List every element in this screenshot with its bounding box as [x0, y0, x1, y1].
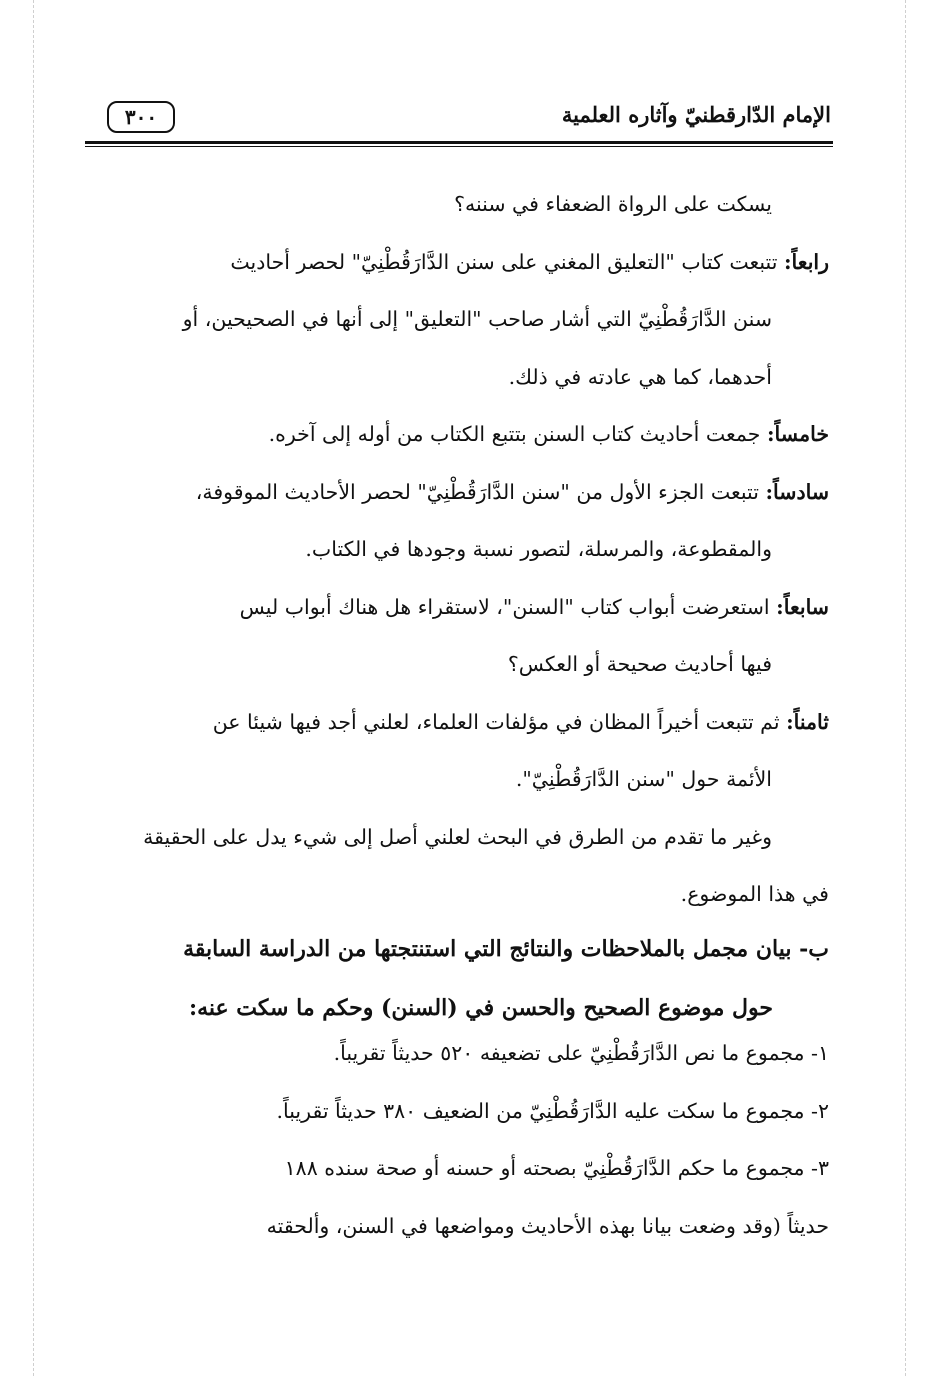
scan-margin-right: [905, 0, 906, 1376]
paragraph-label: سابعاً:: [776, 594, 829, 619]
findings-list: [86, 1025, 829, 1255]
body-line: استعرضت أبواب كتاب "السنن"، لاستقراء هل هناك أبواب ليس: [239, 594, 770, 619]
paragraph-label: سادساً:: [765, 479, 829, 504]
list-item: ٣- مجموع ما حكم الدَّارَقُطْنِيّ بصحته أو حسنه أو صحة سنده ١٨٨: [284, 1156, 829, 1180]
scan-margin-left: [33, 0, 34, 1376]
section-heading-line: ب- بيان مجمل بالملاحظات والنتائج التي استنتجتها من الدراسة السابقة: [183, 936, 829, 962]
section-heading-line: حول موضوع الصحيح والحسن في (السنن) وحكم ما سكت عنه:: [188, 995, 773, 1021]
body-line: في هذا الموضوع.: [680, 882, 829, 906]
body-text: [86, 176, 829, 924]
header-rule: [85, 141, 833, 147]
paragraph-eighth: [86, 694, 829, 752]
list-item: ٢- مجموع ما سكت عليه الدَّارَقُطْنِيّ من الضعيف ٣٨٠ حديثاً تقريباً.: [276, 1098, 829, 1123]
paragraph-label: خامساً:: [766, 422, 829, 446]
page-number: ٣٠٠: [107, 101, 175, 133]
paragraph-label: رابعاً:: [783, 249, 829, 274]
body-line: تتبعت الجزء الأول من "سنن الدَّارَقُطْنِيّ" لحصر الأحاديث الموقوفة،: [195, 479, 759, 504]
body-line: فيها أحاديث صحيحة أو العكس؟: [507, 652, 772, 676]
list-item-continuation: حديثاً (وقد وضعت بيانا بهذه الأحاديث ومواضعها في السنن، وألحقته: [266, 1213, 829, 1238]
body-line: أحدهما، كما هي عادته في ذلك.: [508, 364, 772, 389]
paragraph-fourth: [86, 234, 829, 292]
paragraph-fifth: [86, 406, 829, 464]
body-line: سنن الدَّارَقُطْنِيّ التي أشار صاحب "التعليق" إلى أنها في الصحيحين، أو: [182, 307, 772, 331]
body-line: الأئمة حول "سنن الدَّارَقُطْنِيّ".: [515, 767, 772, 791]
body-line: جمعت أحاديث كتاب السنن بتتبع الكتاب من أوله إلى آخره.: [268, 422, 761, 446]
section-heading: [86, 920, 829, 1038]
paragraph-label: ثامناً:: [786, 709, 829, 734]
body-line: يسكت على الرواة الضعفاء في سننه؟: [454, 192, 772, 216]
paragraph-seventh: [86, 579, 829, 637]
body-line: والمقطوعة، والمرسلة، لتصور نسبة وجودها في الكتاب.: [305, 537, 772, 561]
body-line: ثم تتبعت أخيراً المظان في مؤلفات العلماء، لعلني أجد فيها شيئا عن: [212, 709, 780, 734]
body-line: وغير ما تقدم من الطرق في البحث لعلني أصل إلى شيء يدل على الحقيقة: [143, 824, 772, 849]
paragraph-sixth: [86, 464, 829, 522]
running-title: الإمام الدّارقطنيّ وآثاره العلمية: [561, 102, 831, 127]
body-line: تتبعت كتاب "التعليق المغني على سنن الدَّارَقُطْنِيّ" لحصر أحاديث: [230, 249, 778, 274]
list-item: ١- مجموع ما نص الدَّارَقُطْنِيّ على تضعيفه ٥٢٠ حديثاً تقريباً.: [333, 1041, 829, 1065]
